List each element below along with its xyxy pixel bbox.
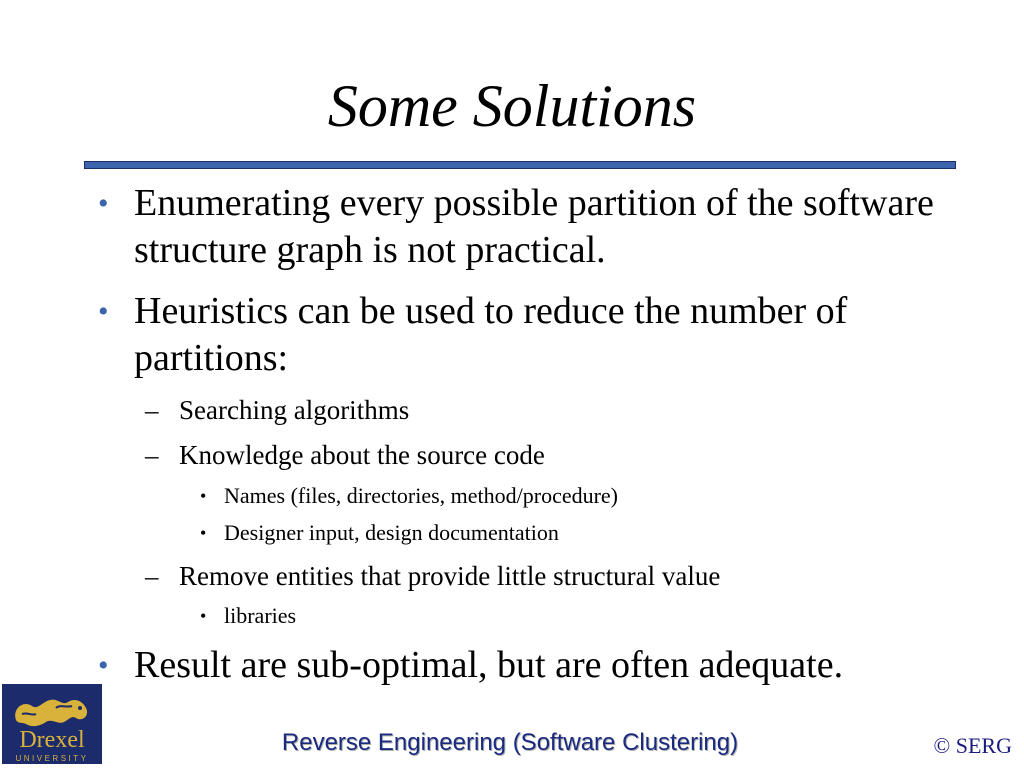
footer-course-title: Reverse Engineering (Software Clustering) <box>281 729 739 756</box>
dot-marker: • <box>200 486 207 506</box>
bullet-item <box>98 642 964 689</box>
dash-marker: – <box>145 395 159 425</box>
sub-sub-bullet-text: Designer input, design documentation <box>224 520 559 545</box>
dash-marker: – <box>145 440 159 470</box>
dash-marker: – <box>145 561 159 591</box>
bullet-text: Enumerating every possible partition of the software structure graph is not practical. <box>134 182 934 271</box>
bullet-text: Heuristics can be used to reduce the number of partitions: <box>134 290 848 379</box>
drexel-logo <box>2 684 102 764</box>
dot-marker: • <box>200 523 207 543</box>
bullet-marker: • <box>98 295 109 328</box>
svg-text:UNIVERSITY: UNIVERSITY <box>15 754 89 763</box>
sub-sub-bullet-text: Names (files, directories, method/procedure) <box>224 483 619 508</box>
dragon-icon <box>2 684 102 764</box>
bullet-marker: • <box>98 649 109 682</box>
footer-copyright: © SERG <box>933 733 1012 758</box>
dot-marker: • <box>200 606 207 626</box>
sub-sub-bullet-item <box>200 519 964 547</box>
sub-bullet-text: Searching algorithms <box>179 395 410 425</box>
sub-sub-bullet-text: libraries <box>224 603 297 628</box>
sub-bullet-item <box>145 439 959 471</box>
sub-sub-bullet-item <box>200 602 964 630</box>
sub-bullet-text: Knowledge about the source code <box>179 440 545 470</box>
sub-bullet-item <box>145 394 959 426</box>
bullet-marker: • <box>98 187 109 220</box>
slide-title: Some Solutions <box>327 73 697 139</box>
bullet-item <box>98 180 964 274</box>
svg-text:Drexel: Drexel <box>19 727 85 753</box>
sub-sub-bullet-item <box>200 482 964 510</box>
bullet-text: Result are sub-optimal, but are often adequate. <box>134 644 844 686</box>
sub-bullet-text: Remove entities that provide little structural value <box>179 561 721 591</box>
sub-bullet-item <box>145 560 959 592</box>
bullet-item <box>98 288 964 382</box>
